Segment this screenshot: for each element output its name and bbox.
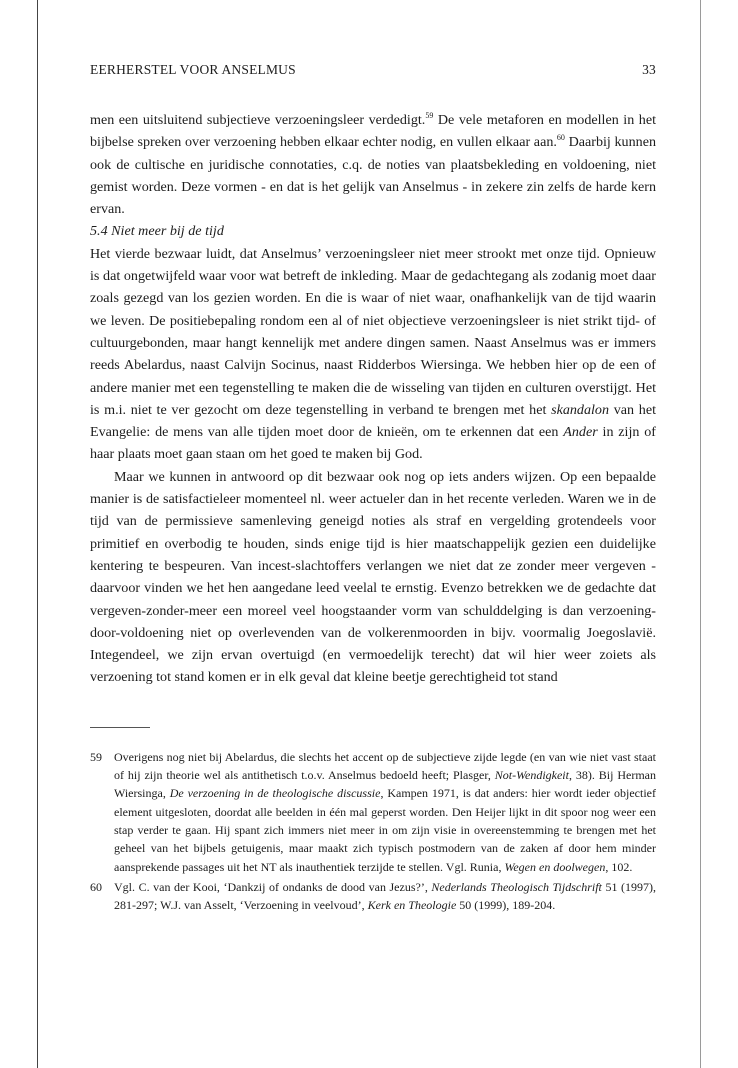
- paragraph-1: men een uitsluitend subjectieve verzoeningsleer verdedigt.$^{59}$ De vele metaforen en modellen in het bijbelse spreken over verzoening hebben elkaar echter nodig, en vullen elkaar aan.$^{60}$ Daarbij kunnen ook de cultische en juridische connotaties, c.q. de noties van plaatsbekleding en voldoening, niet gemist worden. Deze vormen - en dat is het gelijk van Anselmus - in zekere zin zelfs de harde kern ervan.: [90, 111, 656, 218]
- footnote-number: 60: [90, 879, 102, 894]
- footnote-ref-59[interactable]: 59: [425, 111, 434, 120]
- footnote-59: 59 Overigens nog niet bij Abelardus, die slechts het accent op de subjectieve zijde legde (en van wie niet vast staat of hij zijn theorie wel als antithetisch t.o.v. Anselmus bedoeld heeft; Plasger, Not-Wendigkeit, 38). Bij Herman Wiersinga, De verzoening in de theologische discussie, Kampen 1971, is dat anders: hier wordt ieder objectief element uitgesloten, doordat alle beelden in één mal geperst worden. Den Heijer lijkt in dit spoor nog weer een stap verder te gaan. Hij spant zich immers niet meer in om zijn visie in overeenstemming te brengen met het geheel van het bijbels getuigenis, maar maakt zich typisch postmodern van de zaken af door hem minder aansprekende passages uit het NT als inauthentiek terzijde te stellen. Vgl. Runia, Wegen en doolwegen, 102.: [90, 749, 656, 874]
- paragraph-2: Het vierde bezwaar luidt, dat Anselmus’ verzoeningsleer niet meer strookt met onze tijd. Opnieuw is dat ongetwijfeld waar voor wat betreft de inkleding. Maar de gedachtegang als zodanig moet daar zoals gezegd van los gezien worden. En die is waar of niet waar, onafhankelijk van de tijd waarin we leven. De positiebepaling rondom een al of niet objectieve verzoeningsleer is niet strikt tijd- of cultuurgebonden, maar hangt kennelijk met andere dingen samen. Naast Anselmus was er immers reeds Abelardus, naast Calvijn Socinus, naast Ridderbos Wiersinga. We hebben hier op de een of andere manier met een tegenstelling te maken die de wisseling van tijden en culturen overstijgt. Het is m.i. niet te ver gezocht om deze tegenstelling in verband te brengen met het skandalon van het Evangelie: de mens van alle tijden moet door de knieën, om te erkennen dat een Ander in zijn of haar plaats moet gaan staan om het goed te maken bij God.: [90, 245, 656, 463]
- footnotes: [90, 748, 656, 915]
- footnote-number: 59: [90, 749, 102, 764]
- book-page: [90, 62, 656, 916]
- page-right-edge: [700, 0, 701, 1068]
- paragraph-3: Maar we kunnen in antwoord op dit bezwaar ook nog op iets anders wijzen. Op een bepaalde manier is de satisfactieleer momenteel nl. weer actueler dan in het recente verleden. Waren we in de tijd van de permissieve samenleving geneigd noties als straf en vergelding grotendeels voor primitief en overbodig te houden, sinds enige tijd is hier maatschappelijk gezien een duidelijke kentering te bespeuren. Van incest-slachtoffers verlangen we niet dat ze zonder meer vergeven - daarvoor vinden we het hen aangedane leed veelal te ernstig. Evenzo betrekken we de gedachte dat vergeven-zonder-meer een moreel veel hoogstaander vorm van schulddelging is dan verzoening-door-voldoening niet op overlevenden van de volkerenmoorden in bijv. voormalig Joegoslavië. Integendeel, we zijn ervan overtuigd (en vermoedelijk terecht) dat wil hier weer zoiets als verzoening tot stand komen er in elk geval dat kleine beetje gerechtigheid tot stand: [90, 468, 656, 686]
- page-binding-edge: [37, 0, 38, 1068]
- footnote-ref-60[interactable]: 60: [556, 133, 565, 143]
- running-head: [90, 62, 656, 82]
- citation-title: Nederlands Theologisch Tijdschrift: [431, 879, 602, 894]
- italic-skandalon: skandalon: [551, 401, 610, 418]
- running-title: EERHERSTEL VOOR ANSELMUS: [90, 62, 296, 77]
- footnote-60: 60 Vgl. C. van der Kooi, ‘Dankzij of ondanks de dood van Jezus?’, Nederlands Theologisch Tijdschrift 51 (1997), 281-297; W.J. van Asselt, ‘Verzoening in veelvoud’, Kerk en Theologie 50 (1999), 189-204.: [90, 879, 656, 913]
- citation-title: Not-Wendigkeit: [494, 768, 569, 783]
- page-number: 33: [642, 62, 656, 77]
- section-heading: 5.4 Niet meer bij de tijd: [90, 223, 224, 240]
- body-text: [90, 109, 656, 689]
- italic-ander: Ander: [563, 424, 598, 441]
- citation-title: De verzoening in de theologische discussie: [169, 786, 381, 801]
- citation-title: Kerk en Theologie: [367, 898, 457, 913]
- footnote-divider: [90, 727, 150, 728]
- citation-title: Wegen en doolwegen: [504, 859, 606, 874]
